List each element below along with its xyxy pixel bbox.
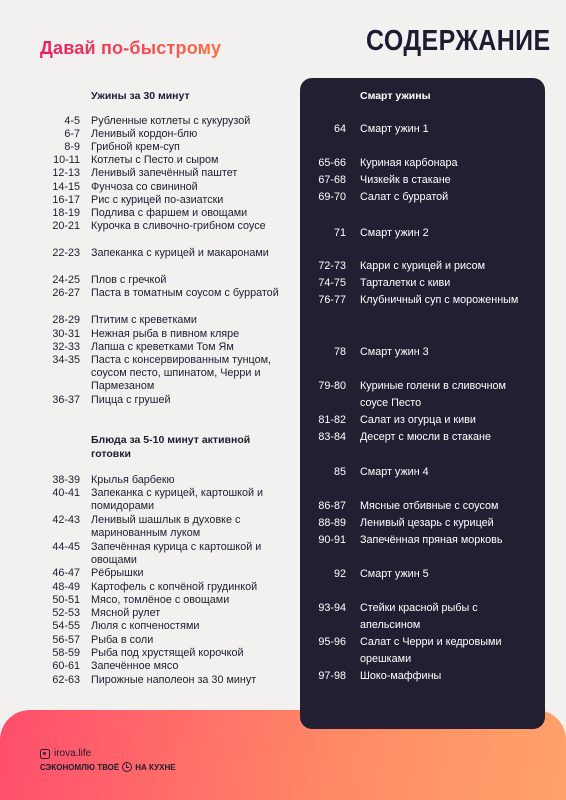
toc-page-number: 92: [333, 568, 346, 580]
brand-title: Давай по-быстрому: [40, 38, 222, 58]
toc-entry-title: Ленивый цезарь с курицей: [360, 517, 494, 529]
toc-entry-title: Ленивый кордон-блю: [91, 128, 198, 140]
toc-entry-title: Курочка в сливочно-грибном соусе: [91, 220, 266, 232]
toc-page-number: 30-31: [52, 328, 80, 340]
toc-page-number: 50-51: [52, 594, 80, 606]
toc-page-number: 56-57: [52, 634, 80, 646]
toc-page-number: 83-84: [318, 431, 346, 443]
toc-entry-title: Ленивый запечённый паштет: [91, 167, 238, 179]
toc-page-number: 64: [333, 123, 346, 135]
toc-entry-title: Смарт ужин 5: [360, 568, 429, 580]
slogan: [40, 762, 176, 772]
toc-page-number: 65-66: [318, 157, 346, 169]
toc-entry-title: Рыба под хрустящей корочкой: [91, 647, 244, 659]
toc-entry-title: Котлеты с Песто и сыром: [91, 154, 219, 166]
toc-page-number: 58-59: [52, 647, 80, 659]
toc-page-number: 74-75: [318, 277, 346, 289]
toc-page-number: 6-7: [64, 128, 80, 140]
toc-page-number: 8-9: [64, 141, 80, 153]
toc-page-number: 44-45: [52, 541, 80, 553]
toc-page-number: 40-41: [52, 487, 80, 499]
slogan-left: СЭКОНОМЛЮ ТВОЁ: [40, 762, 120, 772]
toc-page-number: 76-77: [318, 294, 346, 306]
toc-page-number: 69-70: [318, 191, 346, 203]
instagram-text: irova.life: [54, 748, 92, 759]
toc-entry-title: Ленивый шашлык в духовке с маринованным луком: [91, 514, 241, 540]
toc-page-number: 32-33: [52, 341, 80, 353]
toc-entry-title: Карри с курицей и рисом: [360, 260, 486, 272]
toc-page-number: 88-89: [318, 517, 346, 529]
toc-page-number: 26-27: [52, 287, 80, 299]
toc-page-number: 71: [333, 227, 346, 239]
toc-entry-title: Десерт с мюсли в стакане: [360, 431, 491, 443]
toc-page-number: 16-17: [52, 194, 80, 206]
toc-entry-title: Рёбрышки: [91, 567, 144, 579]
toc-entry-title: Запечённое мясо: [91, 660, 179, 672]
toc-page-number: 4-5: [64, 115, 80, 127]
toc-page-number: 54-55: [52, 620, 80, 632]
toc-entry-title: Салат с бурратой: [360, 191, 449, 203]
toc-page-number: 22-23: [52, 247, 80, 259]
toc-entry-title: Чизкейк в стакане: [360, 174, 451, 186]
clock-icon: [122, 762, 132, 772]
toc-page-number: 52-53: [52, 607, 80, 619]
toc-entry-title: Рубленные котлеты с кукурузой: [91, 115, 251, 127]
toc-entry-title: Крылья барбекю: [91, 474, 175, 486]
toc-page-number: 36-37: [52, 394, 80, 406]
toc-page-number: 85: [333, 466, 346, 478]
page-title: СОДЕРЖАНИЕ: [366, 25, 551, 57]
toc-entry-title: Рис с курицей по-азиатски: [91, 194, 224, 206]
toc-entry-title: Смарт ужин 3: [360, 346, 429, 358]
toc-page-number: 46-47: [52, 567, 80, 579]
toc-entry-title: Куриная карбонара: [360, 157, 458, 169]
toc-page-number: 42-43: [52, 514, 80, 526]
toc-page-number: 86-87: [318, 500, 346, 512]
toc-page-number: 79-80: [318, 380, 346, 392]
toc-page-number: 18-19: [52, 207, 80, 219]
toc-entry-title: Лапша с креветками Том Ям: [91, 341, 234, 353]
instagram-icon: [40, 749, 50, 759]
toc-page-number: 93-94: [318, 602, 346, 614]
section-title-active: Блюда за 5-10 минут активной готовки: [91, 434, 251, 460]
toc-entry-title: Салат из огурца и киви: [360, 414, 476, 426]
toc-entry-title: Плов с гречкой: [91, 274, 167, 286]
toc-page-number: 14-15: [52, 181, 80, 193]
toc-entry-title: Запечённая курица с картошкой и овощами: [91, 541, 262, 567]
toc-entry-title: Грибной крем-суп: [91, 141, 180, 153]
instagram-handle[interactable]: [40, 748, 91, 759]
toc-entry-title: Клубничный суп с мороженным: [360, 294, 519, 306]
slogan-right: НА КУХНЕ: [135, 762, 176, 772]
toc-entry-title: Запечённая пряная морковь: [360, 534, 503, 546]
toc-entry-title: Стейки красной рыбы с апельсином: [360, 602, 478, 631]
toc-entry-title: Запеканка с курицей, картошкой и помидорами: [91, 487, 264, 513]
toc-page-number: 95-96: [318, 636, 346, 648]
toc-entry-title: Пирожные наполеон за 30 минут: [91, 674, 257, 686]
toc-page-number: 10-11: [53, 154, 80, 166]
toc-entry-title: Птитим с креветками: [91, 314, 197, 326]
toc-page-number: 81-82: [318, 414, 346, 426]
toc-page-number: 38-39: [52, 474, 80, 486]
toc-page-number: 48-49: [52, 581, 80, 593]
toc-page-number: 12-13: [52, 167, 80, 179]
toc-page-number: 28-29: [52, 314, 80, 326]
toc-page-number: 67-68: [318, 174, 346, 186]
toc-entry-title: Мясо, томлёное с овощами: [91, 594, 230, 606]
toc-entry-title: Запеканка с курицей и макаронами: [91, 247, 269, 259]
toc-entry-title: Куриные голени в сливочном соусе Песто: [360, 380, 506, 409]
toc-entry-title: Рыба в соли: [91, 634, 154, 646]
toc-entry-title: Люля с копченостями: [91, 620, 200, 632]
toc-page-number: 34-35: [52, 354, 80, 366]
toc-entry-title: Смарт ужин 2: [360, 227, 429, 239]
toc-page-number: 24-25: [52, 274, 80, 286]
toc-page-number: 60-61: [52, 660, 80, 672]
toc-page-number: 72-73: [318, 260, 346, 272]
toc-entry-title: Подлива с фаршем и овощами: [91, 207, 248, 219]
toc-page-number: 97-98: [318, 670, 346, 682]
toc-entry-title: Картофель с копчёной грудинкой: [91, 581, 258, 593]
toc-page-number: 90-91: [318, 534, 346, 546]
toc-page-number: 20-21: [52, 220, 80, 232]
toc-entry-title: Нежная рыба в пивном кляре: [91, 328, 240, 340]
toc-entry-title: Пицца с грушей: [91, 394, 171, 406]
toc-entry-title: Смарт ужин 1: [360, 123, 429, 135]
toc-entry-title: Салат с Черри и кедровыми орешками: [360, 636, 502, 665]
toc-entry-title: Мясной рулет: [91, 607, 161, 619]
toc-entry-title: Тарталетки с киви: [360, 277, 451, 289]
toc-entry-title: Шоко-маффины: [360, 670, 442, 682]
toc-page-number: 62-63: [52, 674, 80, 686]
toc-entry-title: Фунчоза со свининой: [91, 181, 198, 193]
toc-entry-title: Мясные отбивные с соусом: [360, 500, 499, 512]
toc-entry-title: Смарт ужин 4: [360, 466, 429, 478]
toc-page-number: 78: [333, 346, 346, 358]
toc-entry-title: Паста с консервированным тунцом, соусом песто, шпинатом, Черри и Пармезаном: [91, 354, 272, 393]
toc-entry-title: Паста в томатным соусом с бурратой: [91, 287, 279, 299]
section-title-30min: Ужины за 30 минут: [91, 90, 190, 102]
section-title-smart: Смарт ужины: [360, 90, 431, 102]
